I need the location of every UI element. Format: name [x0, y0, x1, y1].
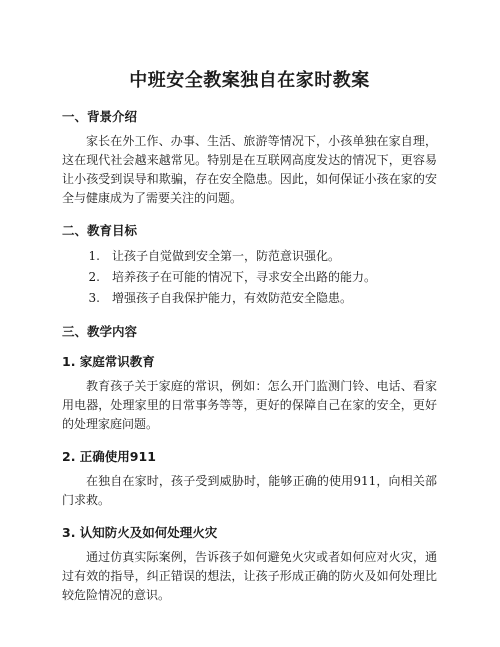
section-heading-content: 三、教学内容 [62, 324, 138, 339]
subsection-heading-home-knowledge: 1. 家庭常识教育 [62, 354, 155, 369]
list-item-text: 增强孩子自我保护能力，有效防范安全隐患。 [112, 291, 353, 305]
emergency-911-paragraph: 在独自在家时，孩子受到威胁时，能够正确的使用911，向相关部门求救。 [62, 474, 437, 507]
subsection-heading-911: 2. 正确使用911 [62, 449, 156, 464]
list-item-number: 1. [88, 249, 100, 263]
section-heading-goals: 二、教育目标 [62, 223, 138, 238]
background-paragraph: 家长在外工作、办事、生活、旅游等情况下，小孩单独在家自理，这在现代社会越来越常见。特别是在互联网高度发达的情况下，更容易让小孩受到误导和欺骗，存在安全隐患。因此，如何保证小孩在家的安全与健康成为了需要关注的问题。 [62, 134, 437, 205]
list-item [62, 288, 437, 309]
fire-safety-paragraph: 通过仿真实际案例，告诉孩子如何避免火灾或者如何应对火灾，通过有效的指导，纠正错误的想法，让孩子形成正确的防火及如何处理比较危险情况的意识。 [62, 550, 437, 602]
document-title: 中班安全教案独自在家时教案 [129, 70, 370, 91]
list-item-text: 培养孩子在可能的情况下，寻求安全出路的能力。 [112, 270, 377, 284]
list-item [62, 246, 437, 267]
section-heading-background: 一、背景介绍 [62, 109, 138, 124]
list-item [62, 267, 437, 288]
home-knowledge-paragraph: 教育孩子关于家庭的常识，例如：怎么开门监测门铃、电话、看家用电器，处理家里的日常事务等等，更好的保障自己在家的安全，更好的处理家庭问题。 [62, 379, 437, 431]
list-item-text: 让孩子自觉做到安全第一，防范意识强化。 [112, 249, 341, 263]
list-item-number: 2. [88, 270, 100, 284]
document-page [62, 68, 437, 619]
subsection-heading-fire-safety: 3. 认知防火及如何处理火灾 [62, 525, 218, 540]
goals-list [62, 246, 437, 309]
list-item-number: 3. [88, 291, 100, 305]
